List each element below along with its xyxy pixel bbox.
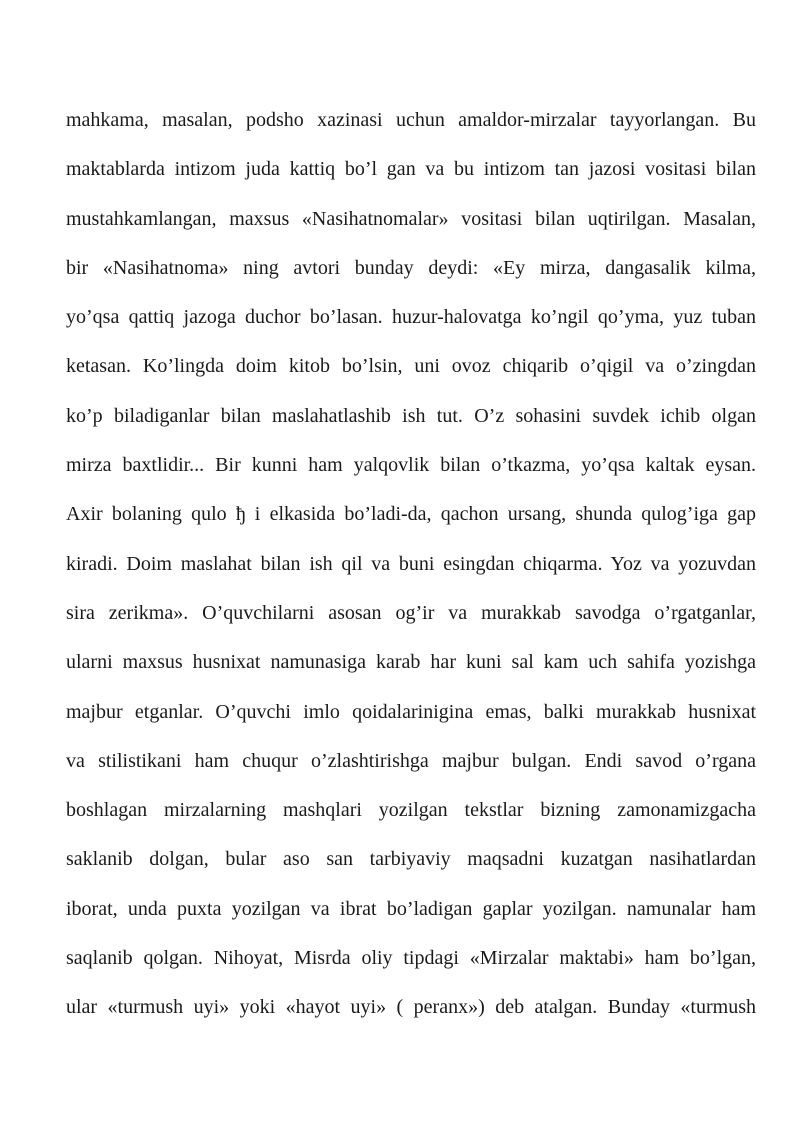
- text-line: boshlagan mirzalarning mashqlari yozilgan tekstlar bizning zamonamizgacha: [66, 799, 756, 822]
- text-line: mustahkamlangan, maxsus «Nasihatnomalar» vositasi bilan uqtirilgan. Masalan,: [66, 207, 756, 230]
- text-line: bir «Nasihatnoma» ning avtori bunday deydi: «Ey mirza, dangasalik kilma,: [66, 256, 756, 279]
- text-line: sira zerikma». O’quvchilarni asosan og’ir va murakkab savodga o’rgatganlar,: [66, 601, 756, 624]
- text-line: mirza baxtlidir... Bir kunni ham yalqovlik bilan o’tkazma, yo’qsa kaltak eysan.: [66, 454, 756, 477]
- text-line: ular «turmush uyi» yoki «hayot uyi» ( peranx») deb atalgan. Bunday «turmush: [66, 996, 756, 1019]
- text-line: Axir bolaning qulo ђ i elkasida bo’ladi-da, qachon ursang, shunda qulog’iga gap: [66, 503, 756, 526]
- text-line: va stilistikani ham chuqur o’zlashtirishga majbur bulgan. Endi savod o’rgana: [66, 749, 756, 772]
- text-line: ketasan. Ko’lingda doim kitob bo’lsin, uni ovoz chiqarib o’qigil va o’zingdan: [66, 355, 756, 378]
- text-line: kiradi. Doim maslahat bilan ish qil va buni esingdan chiqarma. Yoz va yozuvdan: [66, 552, 756, 575]
- text-line: ularni maxsus husnixat namunasiga karab har kuni sal kam uch sahifa yozishga: [66, 651, 756, 674]
- text-line: maktablarda intizom juda kattiq bo’l gan va bu intizom tan jazosi vositasi bilan: [66, 158, 756, 181]
- text-line: saqlanib qolgan. Nihoyat, Misrda oliy tipdagi «Mirzalar maktabi» ham bo’lgan,: [66, 947, 756, 970]
- text-line: ko’p biladiganlar bilan maslahatlashib ish tut. O’z sohasini suvdek ichib olgan: [66, 404, 756, 427]
- text-line: iborat, unda puxta yozilgan va ibrat bo’ladigan gaplar yozilgan. namunalar ham: [66, 897, 756, 920]
- text-line: saklanib dolgan, bular aso san tarbiyaviy maqsadni kuzatgan nasihatlardan: [66, 848, 756, 871]
- text-line: majbur etganlar. O’quvchi imlo qoidalarinigina emas, balki murakkab husnixat: [66, 700, 756, 723]
- text-line: mahkama, masalan, podsho xazinasi uchun amaldor-mirzalar tayyorlangan. Bu: [66, 109, 756, 131]
- body-text: [66, 101, 756, 1038]
- text-line: yo’qsa qattiq jazoga duchor bo’lasan. huzur-halovatga ko’ngil qo’yma, yuz tuban: [66, 306, 756, 329]
